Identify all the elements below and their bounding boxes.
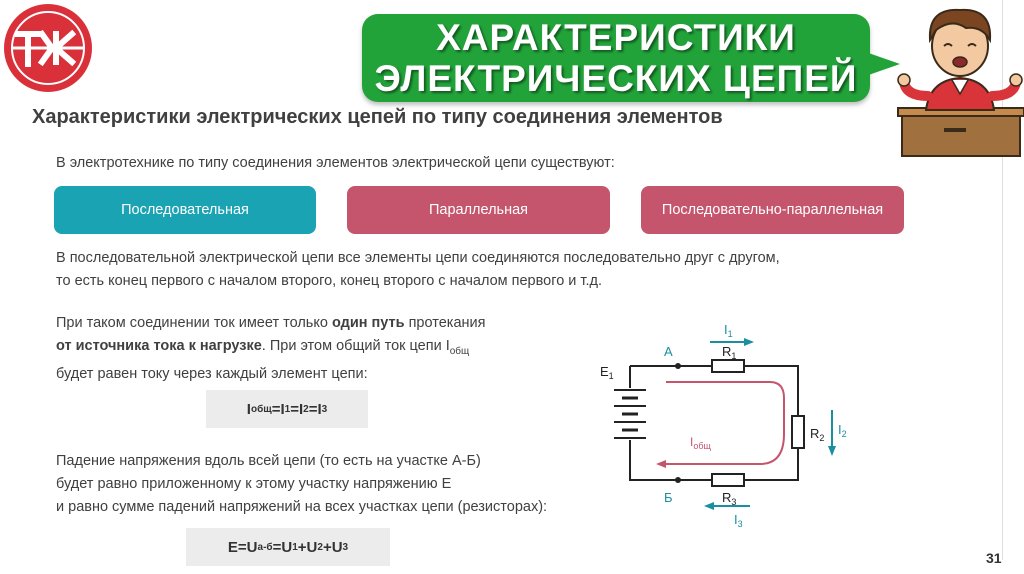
node-b-label: Б: [664, 490, 673, 505]
r3-label: $R_3$: [722, 490, 737, 507]
title-line-2: ЭЛЕКТРИЧЕСКИХ ЦЕПЕЙ: [374, 58, 858, 99]
mixed-type-button[interactable]: Последовательно-параллельная: [641, 186, 904, 234]
r2-label: $R_2$: [810, 426, 825, 443]
speech-tail: [860, 50, 900, 80]
series-type-button[interactable]: Последовательная: [54, 186, 316, 234]
current-formula: I общ = I 1 = I 2 = I 3: [206, 390, 368, 428]
i1-label: $I_1$: [724, 322, 733, 339]
college-logo: [2, 2, 94, 94]
intro-text: В электротехнике по типу соединения элементов электрической цепи существуют:: [56, 155, 615, 171]
i3-label: $I_3$: [734, 512, 743, 529]
voltage-formula: E = U а-б = U 1 + U 2 + U 3: [186, 528, 390, 566]
resistor-r3: [712, 474, 744, 486]
i2-label: $I_2$: [838, 422, 847, 439]
total-current-arrow: [666, 382, 784, 464]
resistor-r2: [792, 416, 804, 448]
r1-label: $R_1$: [722, 344, 737, 361]
series-circuit-diagram: [590, 310, 860, 540]
title-line-1: ХАРАКТЕРИСТИКИ: [436, 17, 796, 58]
resistor-r1: [712, 360, 744, 372]
node-b-dot: [675, 477, 681, 483]
itotal-label: $I_{общ}$: [690, 435, 711, 451]
title-banner: [362, 14, 870, 102]
node-a-dot: [675, 363, 681, 369]
description-line-1: В последовательной электрической цепи все элементы цепи соединяются последовательно друг с другом,: [56, 250, 780, 266]
teacher-illustration: [896, 0, 1024, 160]
node-a-label: А: [664, 344, 673, 359]
description-line-2: то есть конец первого с началом второго, конец второго с началом первого и т.д.: [56, 273, 602, 289]
source-label: $E_1$: [600, 364, 614, 381]
section-heading: Характеристики электрических цепей по типу соединения элементов: [32, 106, 723, 128]
parallel-type-button[interactable]: Параллельная: [347, 186, 610, 234]
current-paragraph: При таком соединении ток имеет только один путь протекания от источника тока к нагрузке. При этом общий ток цепи $I_{общ}$ будет равен току через каждый элемент цепи:: [56, 315, 486, 382]
battery-icon: [614, 390, 646, 438]
voltage-paragraph: Падение напряжения вдоль всей цепи (то есть на участке А-Б) будет равно приложенному к этому участку напряжению Е и равно сумме падений напряжений на всех участках цепи (резисторах):: [56, 453, 548, 515]
page-number: 31: [986, 550, 1002, 566]
